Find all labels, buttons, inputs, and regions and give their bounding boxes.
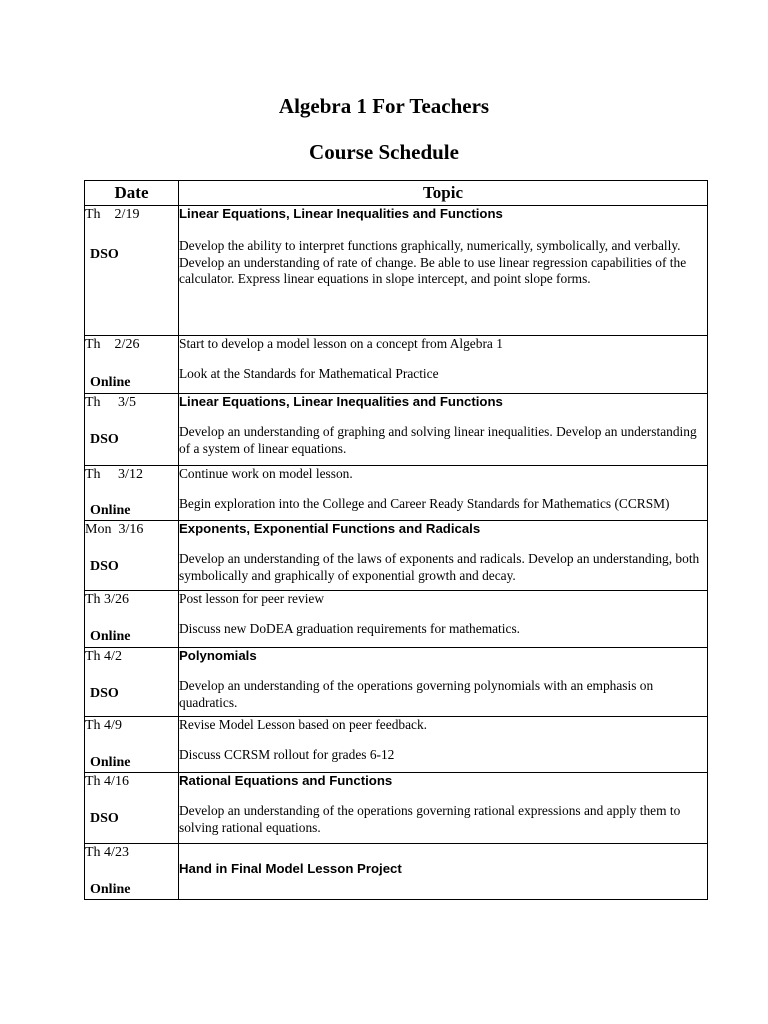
session-mode: Online	[90, 755, 131, 770]
topic-heading: Linear Equations, Linear Inequalities and Functions	[179, 206, 503, 221]
topic-text: Continue work on model lesson.	[179, 466, 353, 481]
topic-heading: Linear Equations, Linear Inequalities and Functions	[179, 394, 503, 409]
topic-column-header: Topic	[179, 181, 708, 206]
date-cell	[85, 466, 179, 521]
session-date: Th 4/16	[85, 774, 129, 789]
session-mode: DSO	[90, 559, 119, 574]
table-row	[85, 844, 708, 900]
topic-text: Post lesson for peer review	[179, 591, 325, 606]
session-date: Th 4/9	[85, 718, 122, 733]
topic-text: Look at the Standards for Mathematical Practice	[179, 366, 439, 382]
topic-heading: Hand in Final Model Lesson Project	[179, 861, 402, 876]
topic-heading: Exponents, Exponential Functions and Radicals	[179, 521, 481, 536]
date-cell	[85, 521, 179, 591]
date-cell	[85, 591, 179, 648]
table-row	[85, 206, 708, 336]
date-cell	[85, 844, 179, 900]
table-row	[85, 466, 708, 521]
session-date: Th 4/2	[85, 649, 122, 664]
table-row	[85, 394, 708, 466]
topic-text: Develop the ability to interpret functions graphically, numerically, symbolically, and verbally. Develop an understanding of rate of change. Be able to use linear regression capabilities of the calculator. Express linear equations in slope intercept, and point slope forms.	[179, 238, 687, 286]
topic-text: Develop an understanding of graphing and solving linear inequalities. Develop an understanding of a system of linear equations.	[179, 424, 697, 456]
topic-text: Develop an understanding of the operations governing rational expressions and apply them to solving rational equations.	[179, 803, 681, 835]
date-cell	[85, 773, 179, 844]
topic-cell	[179, 591, 708, 648]
topic-text: Develop an understanding of the laws of exponents and radicals. Develop an understanding, both symbolically and graphically of exponential growth and decay.	[179, 551, 700, 583]
topic-text: Begin exploration into the College and Career Ready Standards for Mathematics (CCRSM)	[179, 496, 670, 512]
session-mode: Online	[90, 882, 131, 897]
document-subtitle: Course Schedule	[309, 140, 459, 164]
topic-cell	[179, 394, 708, 466]
session-date: Th 3/12	[85, 467, 143, 482]
topic-cell	[179, 648, 708, 717]
topic-cell	[179, 336, 708, 394]
date-cell	[85, 336, 179, 394]
topic-cell	[179, 717, 708, 773]
session-date: Th 2/26	[85, 337, 140, 352]
session-mode: DSO	[90, 811, 119, 826]
session-date: Mon 3/16	[85, 522, 144, 537]
session-date: Th 2/19	[85, 207, 140, 222]
session-mode: Online	[90, 629, 131, 644]
topic-cell	[179, 521, 708, 591]
topic-text: Start to develop a model lesson on a concept from Algebra 1	[179, 336, 503, 351]
session-mode: DSO	[90, 432, 119, 447]
session-date: Th 3/5	[85, 395, 136, 410]
table-row	[85, 521, 708, 591]
table-header-row	[85, 181, 708, 206]
session-date: Th 3/26	[85, 592, 129, 607]
topic-cell	[179, 844, 708, 900]
topic-cell	[179, 773, 708, 844]
date-cell	[85, 648, 179, 717]
topic-text: Develop an understanding of the operations governing polynomials with an emphasis on quadratics.	[179, 678, 654, 710]
session-mode: Online	[90, 375, 131, 390]
table-row	[85, 336, 708, 394]
table-row	[85, 773, 708, 844]
topic-cell	[179, 206, 708, 336]
table-row	[85, 717, 708, 773]
topic-text: Discuss CCRSM rollout for grades 6-12	[179, 747, 395, 763]
document-title: Algebra 1 For Teachers	[278, 94, 490, 118]
topic-heading: Rational Equations and Functions	[179, 773, 393, 788]
topic-heading: Polynomials	[179, 648, 257, 663]
session-mode: Online	[90, 503, 131, 518]
session-mode: DSO	[90, 247, 119, 262]
topic-cell	[179, 466, 708, 521]
table-row	[85, 648, 708, 717]
date-column-header: Date	[85, 181, 179, 206]
date-cell	[85, 717, 179, 773]
topic-text: Discuss new DoDEA graduation requirements for mathematics.	[179, 621, 521, 637]
table-row	[85, 591, 708, 648]
session-mode: DSO	[90, 686, 119, 701]
topic-text: Revise Model Lesson based on peer feedback.	[179, 717, 428, 732]
session-date: Th 4/23	[85, 845, 129, 860]
schedule-table	[84, 180, 708, 900]
date-cell	[85, 394, 179, 466]
date-cell	[85, 206, 179, 336]
